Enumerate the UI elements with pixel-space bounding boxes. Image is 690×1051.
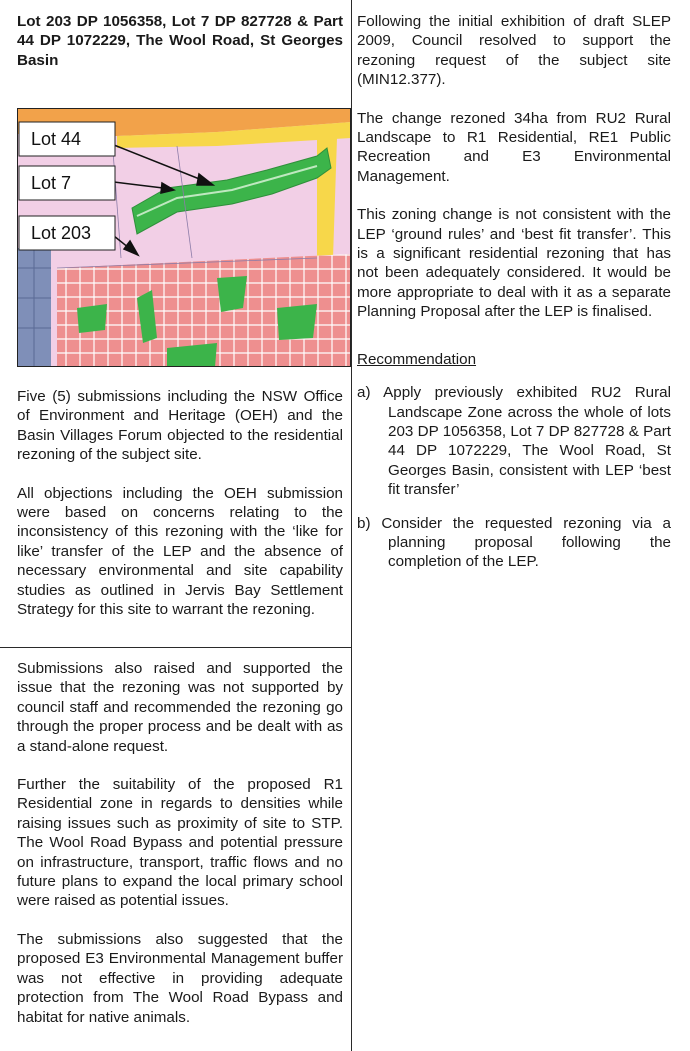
paragraph: This zoning change is not consistent with the LEP ‘ground rules’ and ‘best fit transfer’. This is a significant residential rezoning that has not been adequately considered. It would be more appropriate to deal with it as a separate Planning Proposal after the LEP is finalised. xyxy=(357,206,671,321)
paragraph: Further the suitability of the proposed R1 Residential zone in regards to densities while raising issues such as proximity of site to STP. The Wool Road Bypass and potential pressure on infrastructure, transport, traffic flows and no future plans to expand the local primary school were raised as potential issues. xyxy=(17,776,343,910)
paragraph: Five (5) submissions including the NSW Office of Environment and Heritage (OEH) and the Basin Villages Forum objected to the residential rezoning of the subject site. xyxy=(17,388,343,464)
recommendation-item: a) Apply previously exhibited RU2 Rural Landscape Zone across the whole of lots 203 DP 1056358, Lot 7 DP 827728 & Part 44 DP 1072229, The Wool Road, St Georges Basin, consistent with LEP ‘best fit transfer’ xyxy=(357,384,671,499)
column-divider xyxy=(351,0,352,1051)
right-cell xyxy=(357,12,671,586)
zoning-map-graphic xyxy=(17,108,351,367)
site-title: Lot 203 DP 1056358, Lot 7 DP 827728 & Part 44 DP 1072229, The Wool Road, St Georges Basin xyxy=(17,13,343,69)
recommendation-heading: Recommendation xyxy=(357,350,477,368)
map-label-lot-7: Lot 7 xyxy=(31,173,72,193)
map-label-lot-44: Lot 44 xyxy=(31,129,82,149)
paragraph: Following the initial exhibition of draft SLEP 2009, Council resolved to support the rezoning request of the subject site (MIN12.377). xyxy=(357,13,671,89)
paragraph: All objections including the OEH submission were based on concerns relating to the inconsistency of this rezoning with the ‘like for like’ transfer of the LEP and the absence of necessary environmental and site capability studies as outlined in Jervis Bay Settlement Strategy for this site to warrant the rezoning. xyxy=(17,484,343,619)
left-cell-top-text xyxy=(17,387,343,638)
zoning-map xyxy=(17,108,351,367)
paragraph: Submissions also raised and supported the issue that the rezoning was not supported by council staff and recommended the rezoning go through the proper process and be dealt with as a stand-alone request. xyxy=(17,660,343,755)
row-divider xyxy=(0,647,351,648)
left-cell-top xyxy=(17,12,343,70)
left-cell-bottom xyxy=(17,659,343,1027)
paragraph: The submissions also suggested that the proposed E3 Environmental Management buffer was not effective in providing adequate protection from The Wool Road Bypass and habitat for native animals. xyxy=(17,930,343,1026)
paragraph: The change rezoned 34ha from RU2 Rural Landscape to R1 Residential, RE1 Public Recreation and E3 Environmental Management. xyxy=(357,109,671,185)
map-label-lot-203: Lot 203 xyxy=(31,223,92,243)
recommendation-item: b) Consider the requested rezoning via a planning proposal following the completion of the LEP. xyxy=(357,514,671,571)
